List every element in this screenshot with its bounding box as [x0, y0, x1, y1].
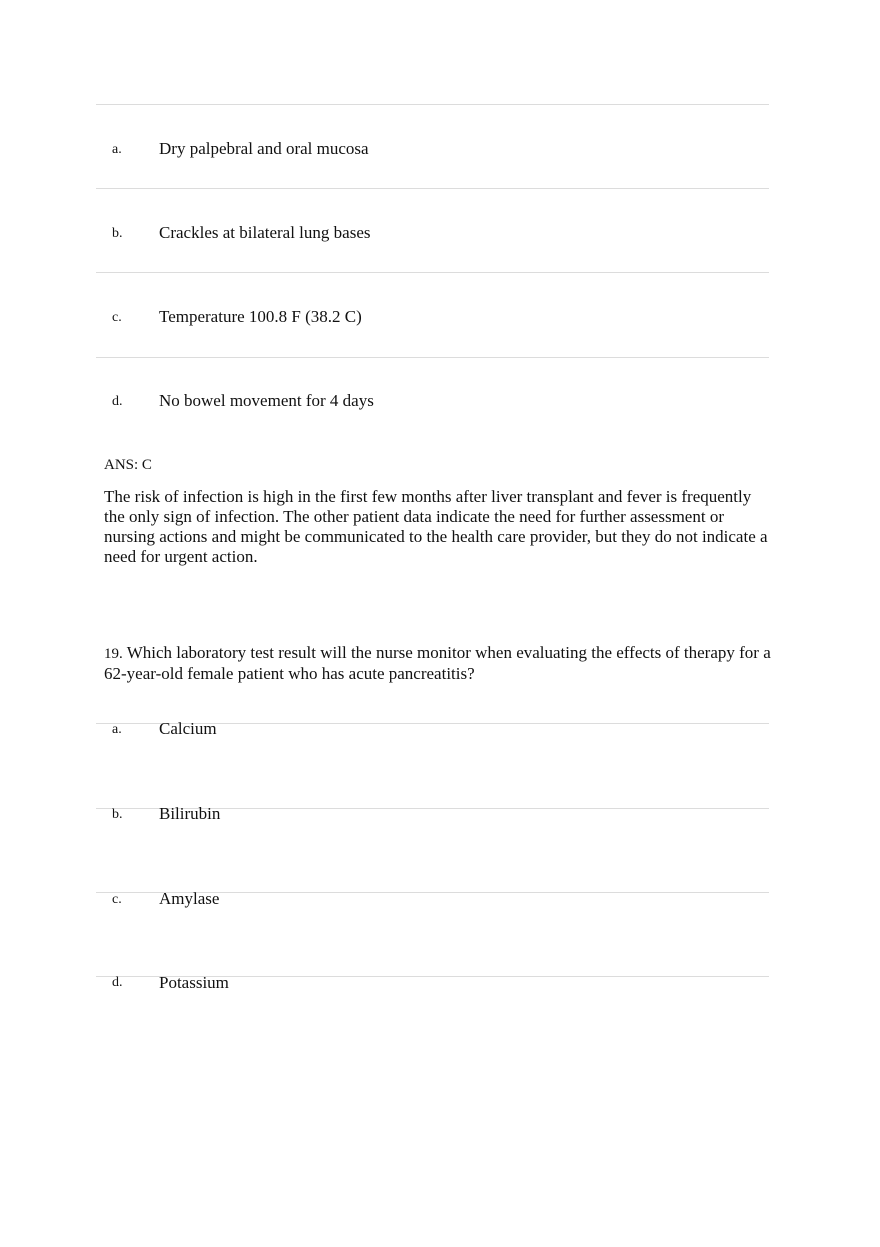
- option-text: Bilirubin: [159, 804, 221, 823]
- question-stem: [104, 643, 776, 684]
- option-letter: d.: [112, 394, 123, 409]
- answer-rationale: The risk of infection is high in the first few months after liver transplant and fever is frequently the only sign of infection. The other patient data indicate the need for further assessment or nursing actions and might be communicated to the health care provider, but they do not indicate a need for urgent action.: [104, 487, 768, 566]
- question-number: 19.: [104, 646, 123, 662]
- option-text: Amylase: [159, 889, 220, 908]
- option-text: Potassium: [159, 973, 229, 992]
- option-text: Temperature 100.8 F (38.2 C): [159, 307, 362, 326]
- option-letter: c.: [112, 892, 122, 907]
- option-text: Crackles at bilateral lung bases: [159, 223, 371, 242]
- table-rule: [96, 357, 769, 358]
- option-letter: b.: [112, 807, 123, 822]
- answer-key: ANS: C: [104, 457, 152, 473]
- table-rule: [96, 104, 769, 105]
- option-letter: a.: [112, 142, 122, 157]
- table-rule: [96, 272, 769, 273]
- table-rule: [96, 188, 769, 189]
- option-text: Dry palpebral and oral mucosa: [159, 139, 369, 158]
- option-letter: b.: [112, 226, 123, 241]
- option-letter: a.: [112, 722, 122, 737]
- option-letter: c.: [112, 310, 122, 325]
- option-letter: d.: [112, 975, 123, 990]
- option-text: Calcium: [159, 719, 217, 738]
- option-text: No bowel movement for 4 days: [159, 391, 374, 410]
- question-text: Which laboratory test result will the nurse monitor when evaluating the effects of therapy for a 62-year-old female patient who has acute pancreatitis?: [104, 643, 771, 683]
